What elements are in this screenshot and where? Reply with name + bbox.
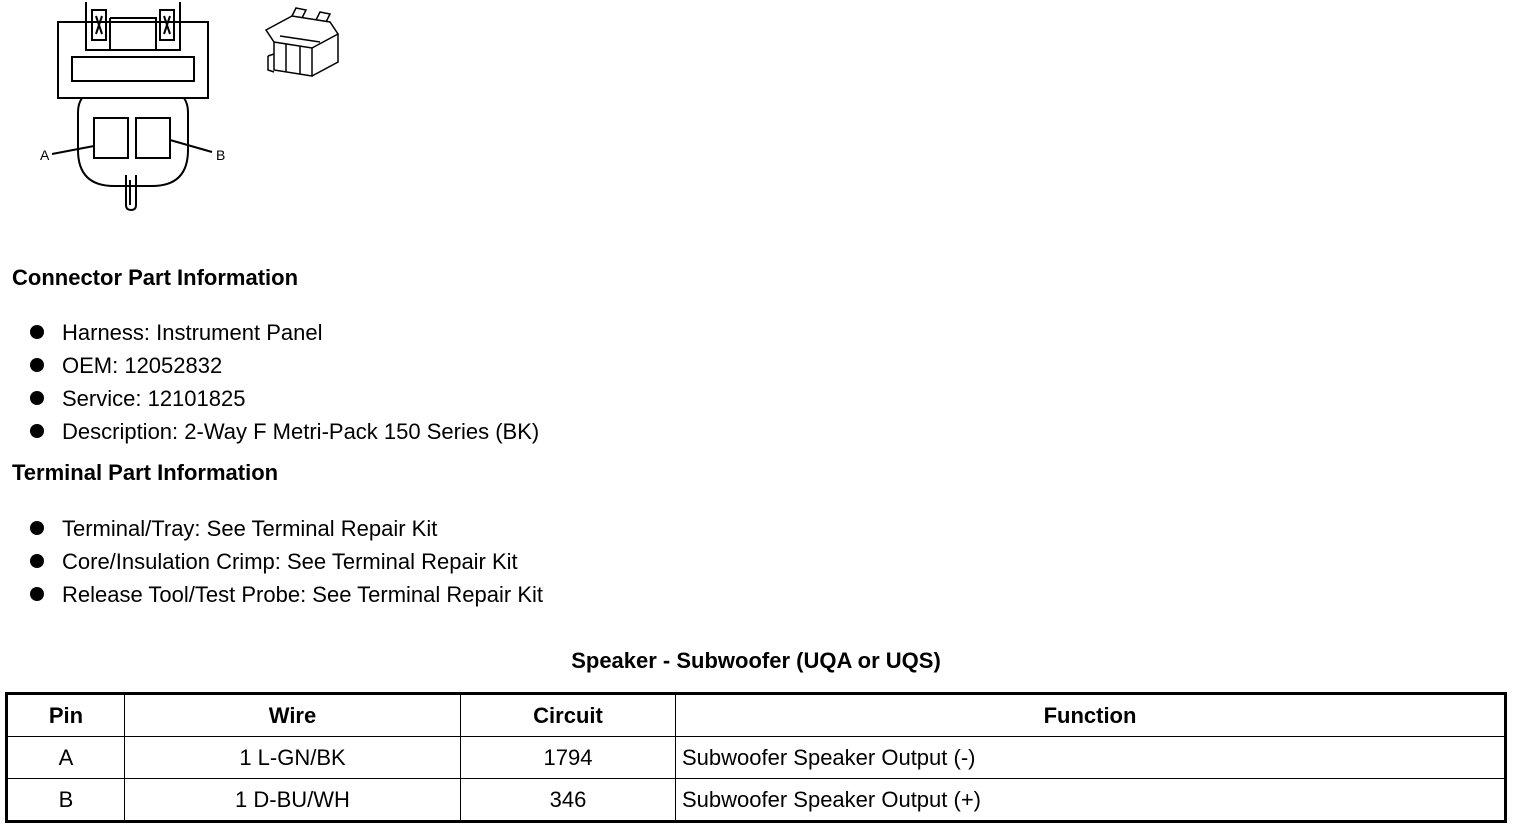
bullet-icon	[30, 424, 44, 438]
table-row	[7, 779, 1506, 822]
pin-a-label: A	[40, 147, 50, 163]
cell-wire: 1 L-GN/BK	[125, 737, 461, 779]
list-item	[30, 415, 539, 448]
terminal-info-list	[30, 512, 543, 611]
cell-circuit: 1794	[461, 737, 676, 779]
list-item-text: OEM: 12052832	[62, 353, 223, 378]
cell-circuit: 346	[461, 779, 676, 822]
connector-info-heading: Connector Part Information	[12, 265, 299, 290]
list-item	[30, 382, 539, 415]
table-title: Speaker - Subwoofer (UQA or UQS)	[571, 648, 941, 673]
column-header-wire: Wire	[125, 694, 461, 737]
connector-iso-view	[266, 8, 338, 76]
table-row	[7, 737, 1506, 779]
bullet-icon	[30, 587, 44, 601]
pin-table	[5, 692, 1507, 823]
connector-info-list	[30, 316, 539, 448]
list-item-text: Description: 2-Way F Metri-Pack 150 Series (BK)	[62, 419, 540, 444]
list-item	[30, 512, 543, 545]
bullet-icon	[30, 358, 44, 372]
column-header-circuit: Circuit	[461, 694, 676, 737]
table-header-row	[7, 694, 1506, 737]
bullet-icon	[30, 391, 44, 405]
list-item	[30, 316, 539, 349]
terminal-info-heading: Terminal Part Information	[12, 460, 279, 485]
cell-pin: B	[7, 779, 125, 822]
bullet-icon	[30, 325, 44, 339]
list-item	[30, 349, 539, 382]
column-header-pin: Pin	[7, 694, 125, 737]
list-item	[30, 578, 543, 611]
column-header-function: Function	[676, 694, 1506, 737]
bullet-icon	[30, 521, 44, 535]
cell-function: Subwoofer Speaker Output (-)	[676, 737, 1506, 779]
list-item-text: Terminal/Tray: See Terminal Repair Kit	[62, 516, 438, 541]
list-item-text: Release Tool/Test Probe: See Terminal Repair Kit	[62, 582, 543, 607]
cell-wire: 1 D-BU/WH	[125, 779, 461, 822]
list-item	[30, 545, 543, 578]
list-item-text: Harness: Instrument Panel	[62, 320, 323, 345]
list-item-text: Service: 12101825	[62, 386, 246, 411]
cell-function: Subwoofer Speaker Output (+)	[676, 779, 1506, 822]
pin-b-label: B	[216, 147, 226, 163]
list-item-text: Core/Insulation Crimp: See Terminal Repair Kit	[62, 549, 518, 574]
connector-diagram	[30, 0, 350, 220]
cell-pin: A	[7, 737, 125, 779]
bullet-icon	[30, 554, 44, 568]
